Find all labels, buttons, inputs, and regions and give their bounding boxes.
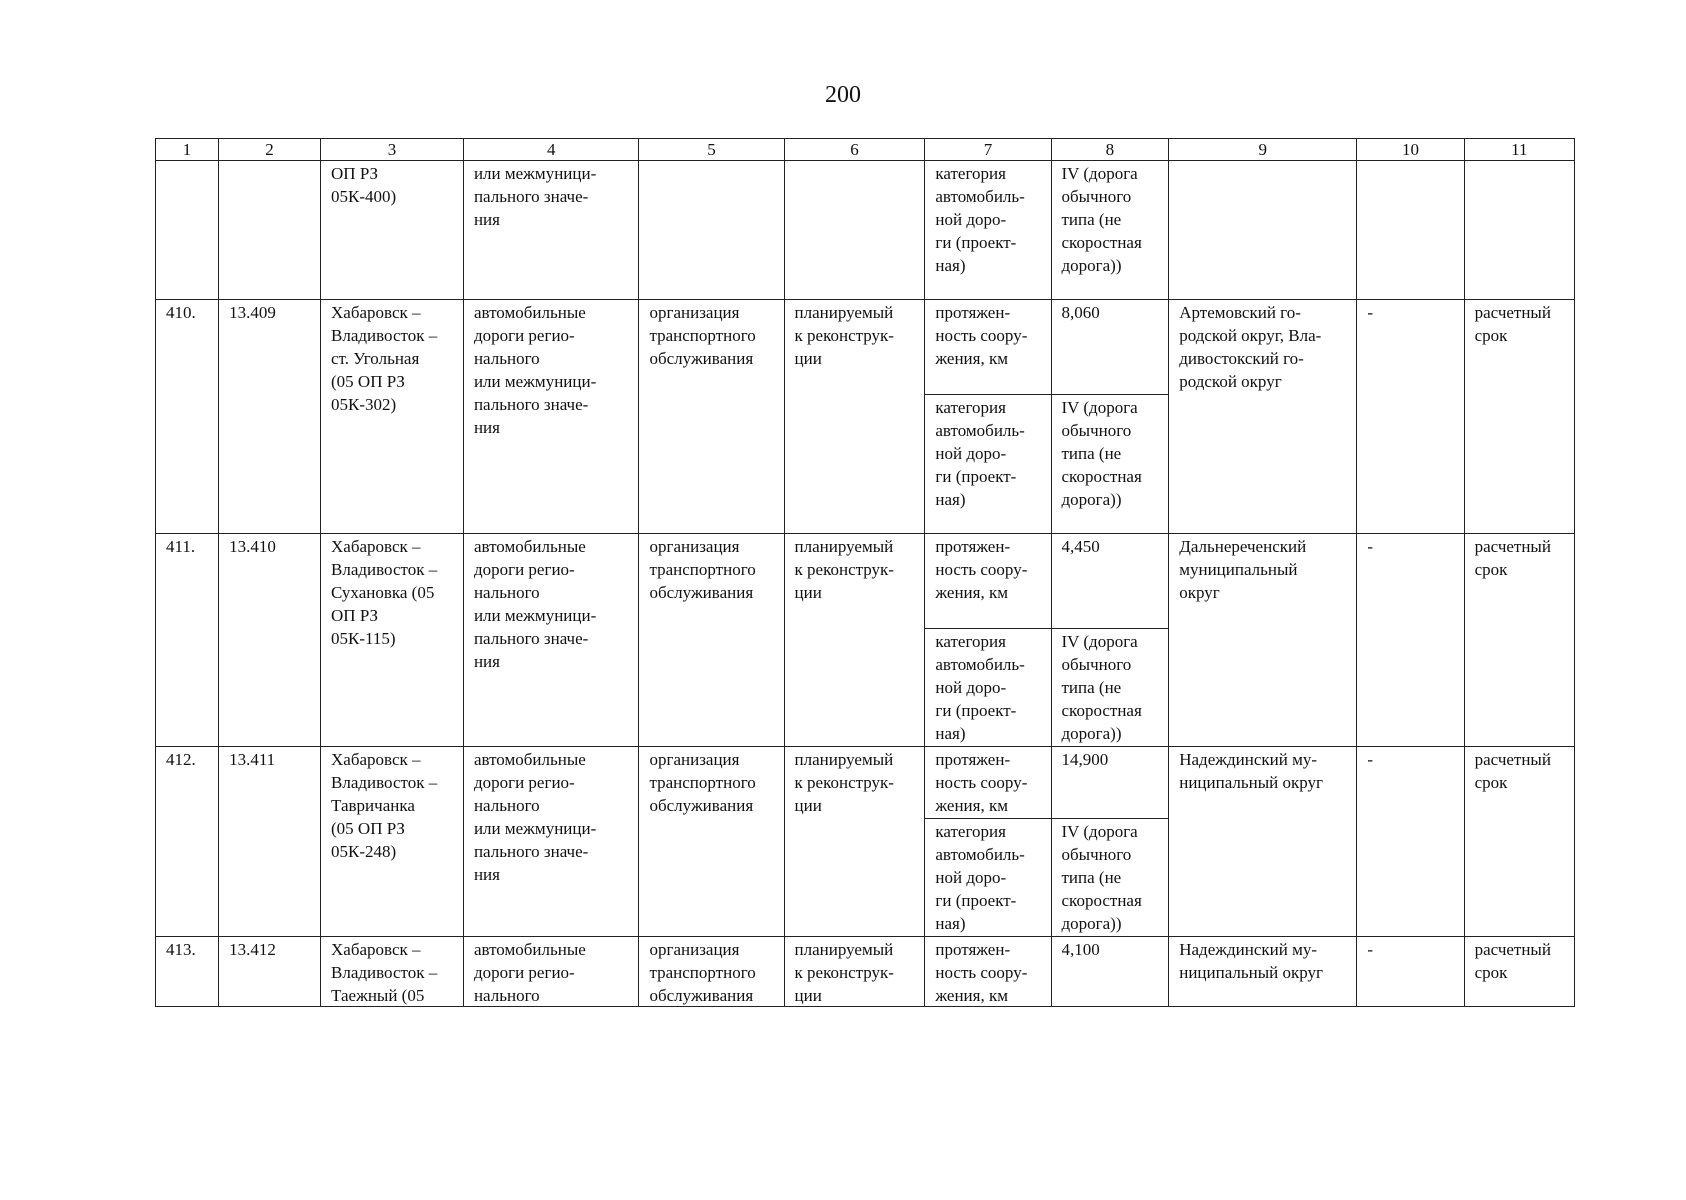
cell-value: IV (дорога обычного типа (не скоростная дорога)) [1051,395,1169,534]
cell-type [463,937,639,1007]
table-row [156,937,1575,1007]
cell-num: 412. [156,747,219,937]
cell-purpose: организация транспортного обслуживания [639,534,784,747]
cell-text: планируемый к реконструк- ции [794,940,894,1005]
cell-num [156,937,219,1007]
cell-characteristic: категория автомобиль- ной доро- ги (проект- ная) [925,395,1051,534]
cell-location [1169,937,1357,1007]
cell-text: Хабаровск – Владивосток – Таежный (05 [331,940,438,1005]
column-header: 2 [219,139,321,161]
cell-location [1169,161,1357,300]
cell-code: 13.409 [219,300,321,534]
cell-value: 4,450 [1051,534,1169,629]
cell-characteristic: категория автомобиль- ной доро- ги (проект- ная) [925,161,1051,300]
cell-text: автомобильные дороги регио- нального [473,940,586,1005]
cell-code: 13.410 [219,534,321,747]
cell-purpose: организация транспортного обслуживания [639,747,784,937]
column-header: 6 [784,139,925,161]
cell-value: 14,900 [1051,747,1169,819]
cell-term: расчетный срок [1464,300,1574,534]
cell-status [784,937,925,1007]
cell-type: или межмуници- пального значе- ния [463,161,639,300]
cell-text: Надеждинский му- ниципальный округ [1179,940,1324,982]
cell-location: Артемовский го- родской округ, Вла- дивостокский го- родской округ [1169,300,1357,534]
cell-term: расчетный срок [1464,534,1574,747]
cell-characteristic [925,937,1051,1007]
cell-status [784,161,925,300]
cell-name: Хабаровск – Владивосток – ст. Угольная (05 ОП РЗ 05К-302) [321,300,464,534]
cell-text: протяжен- ность соору- жения, км [935,940,1028,1005]
cell-location: Дальнереченский муниципальный округ [1169,534,1357,747]
cell-characteristic: протяжен- ность соору- жения, км [925,534,1051,629]
cell-term [1464,161,1574,300]
cell-value: IV (дорога обычного типа (не скоростная дорога)) [1051,161,1169,300]
cell-zone: - [1357,747,1464,937]
column-header: 10 [1357,139,1464,161]
cell-code: 13.411 [219,747,321,937]
cell-characteristic: протяжен- ность соору- жения, км [925,300,1051,395]
cell-code [219,937,321,1007]
cell-type: автомобильные дороги регио- нального или межмуници- пального значе- ния [463,300,639,534]
cell-characteristic: протяжен- ность соору- жения, км [925,747,1051,819]
cell-status: планируемый к реконструк- ции [784,300,925,534]
cell-num: 411. [156,534,219,747]
cell-num: 410. [156,300,219,534]
cell-type: автомобильные дороги регио- нального или межмуници- пального значе- ния [463,747,639,937]
column-header: 3 [321,139,464,161]
cell-text: организация транспортного обслуживания [649,940,756,1005]
cell-text: расчетный срок [1474,940,1551,982]
cell-status: планируемый к реконструк- ции [784,534,925,747]
page-number: 200 [825,82,861,108]
cell-status: планируемый к реконструк- ции [784,747,925,937]
table-row [156,534,1575,629]
cell-text: 13.412 [229,940,276,959]
cell-num [156,161,219,300]
cell-value [1051,937,1169,1007]
cell-zone [1357,937,1464,1007]
cell-term [1464,937,1574,1007]
column-header: 1 [156,139,219,161]
cell-purpose: организация транспортного обслуживания [639,300,784,534]
cell-characteristic: категория автомобиль- ной доро- ги (проект- ная) [925,819,1051,937]
column-header: 11 [1464,139,1574,161]
cell-text: - [1367,940,1374,959]
cell-purpose [639,937,784,1007]
cell-characteristic: категория автомобиль- ной доро- ги (проект- ная) [925,629,1051,747]
cell-location: Надеждинский му- ниципальный округ [1169,747,1357,937]
column-header: 9 [1169,139,1357,161]
column-number-row [156,139,1575,161]
cell-text: 4,100 [1061,940,1100,959]
cell-zone [1357,161,1464,300]
column-header: 5 [639,139,784,161]
cell-value: IV (дорога обычного типа (не скоростная дорога)) [1051,629,1169,747]
table-row [156,300,1575,395]
cell-text: 413. [166,940,196,959]
cell-zone: - [1357,534,1464,747]
table-row [156,747,1575,819]
cell-value: IV (дорога обычного типа (не скоростная дорога)) [1051,819,1169,937]
column-header: 8 [1051,139,1169,161]
column-header: 7 [925,139,1051,161]
objects-table [155,138,1575,1007]
cell-type: автомобильные дороги регио- нального или межмуници- пального значе- ния [463,534,639,747]
cell-purpose [639,161,784,300]
cell-zone: - [1357,300,1464,534]
cell-name [321,937,464,1007]
cell-code [219,161,321,300]
cell-name: ОП РЗ 05К-400) [321,161,464,300]
cell-term: расчетный срок [1464,747,1574,937]
cell-name: Хабаровск – Владивосток – Сухановка (05 ОП РЗ 05К-115) [321,534,464,747]
continuation-row [156,161,1575,300]
cell-name: Хабаровск – Владивосток – Тавричанка (05 ОП РЗ 05К-248) [321,747,464,937]
column-header: 4 [463,139,639,161]
cell-value: 8,060 [1051,300,1169,395]
